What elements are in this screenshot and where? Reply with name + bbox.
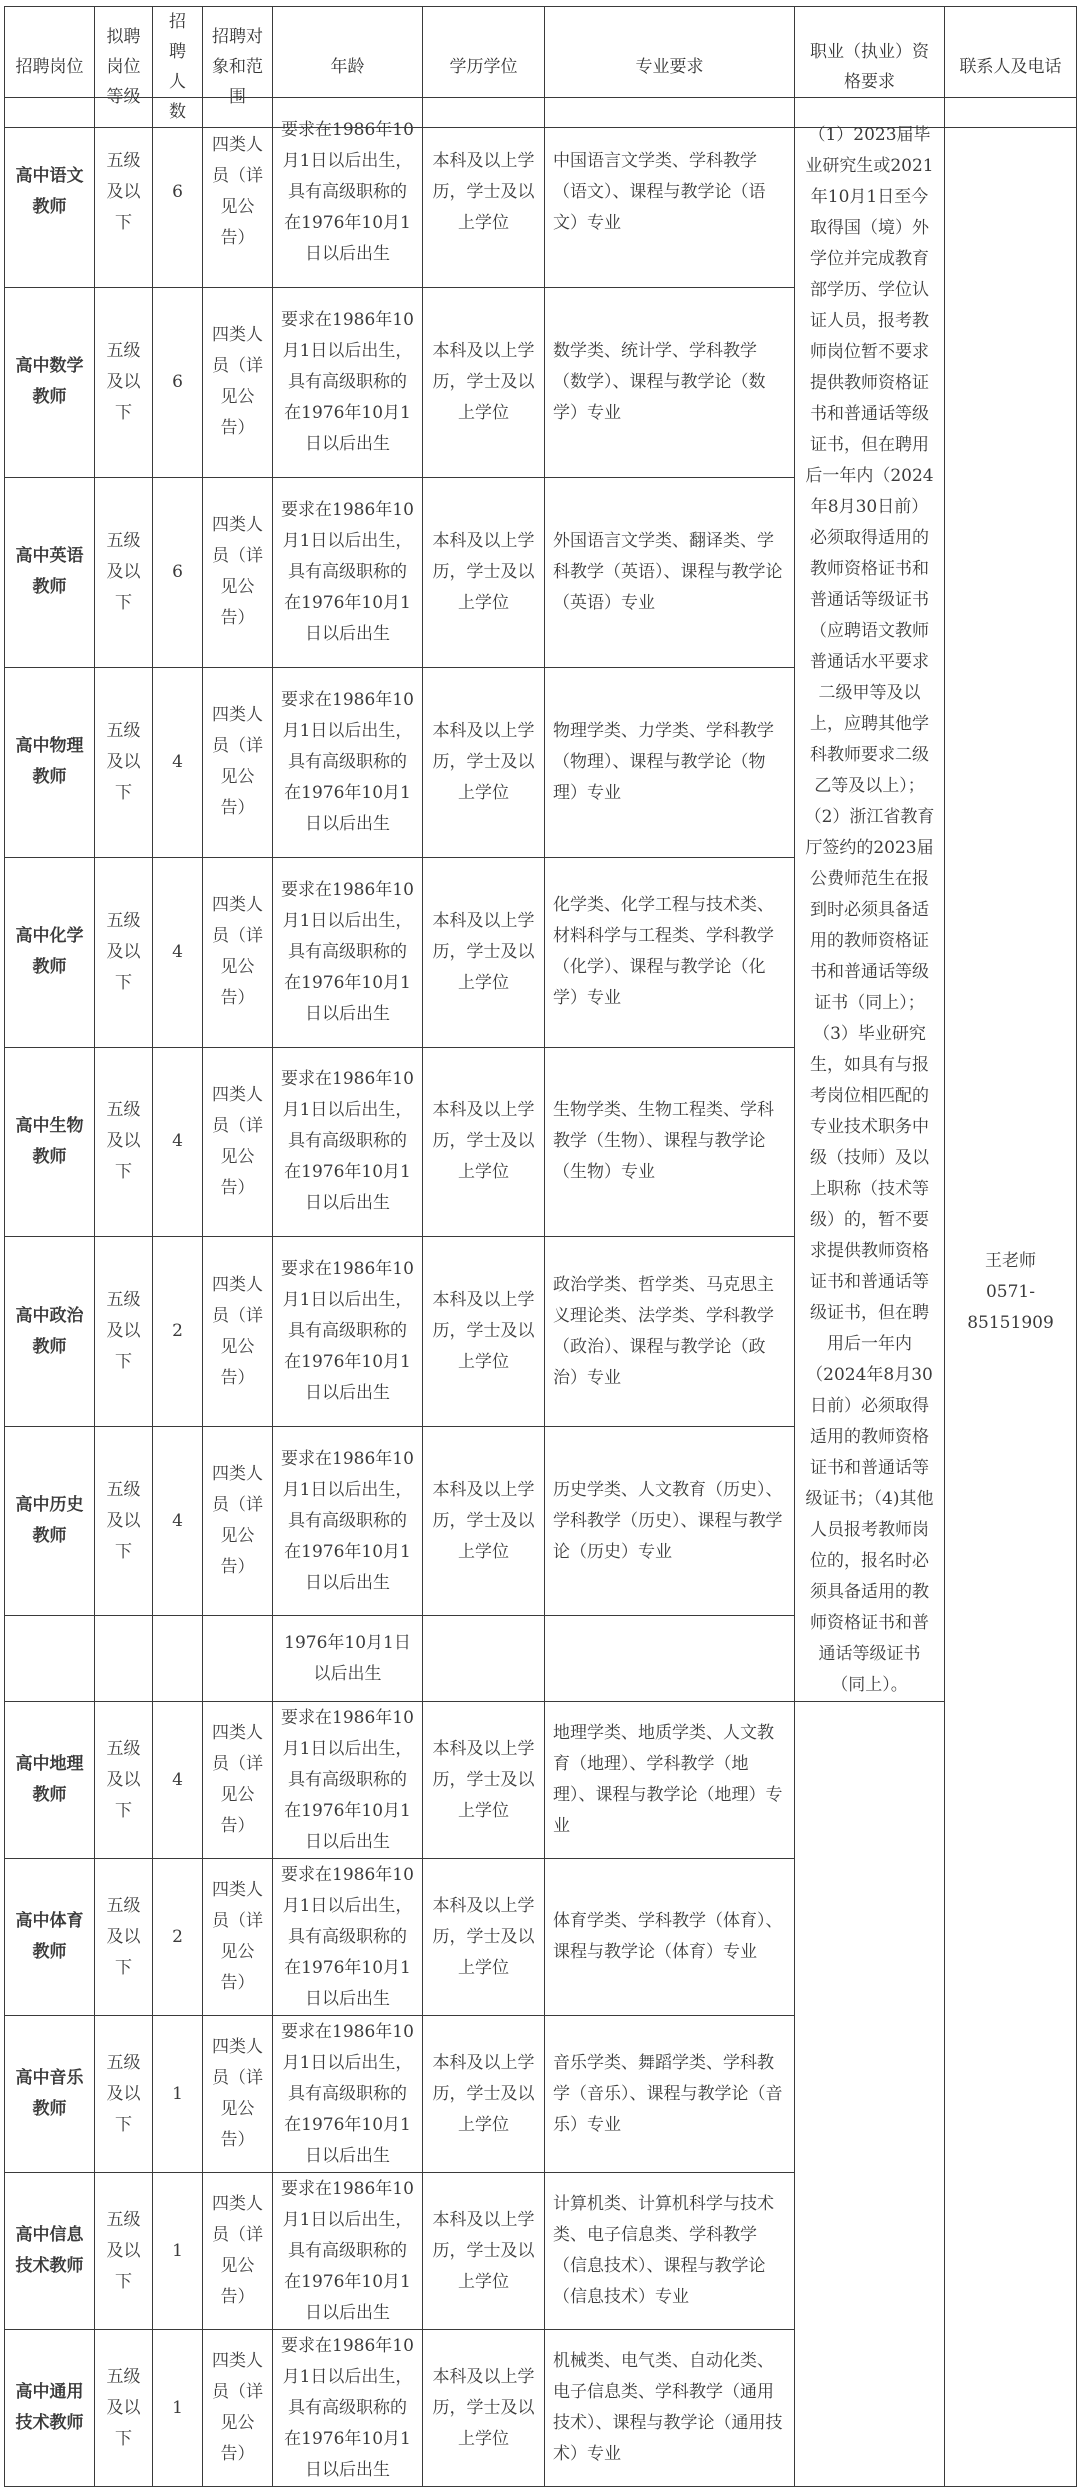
position-cell: 高中信息技术教师 bbox=[5, 2173, 95, 2330]
count-cell: 6 bbox=[153, 98, 203, 288]
qualification-cell-empty bbox=[795, 1702, 945, 2487]
empty-cell bbox=[545, 1616, 795, 1702]
level-cell: 五级及以下 bbox=[95, 1237, 153, 1427]
level-cell: 五级及以下 bbox=[95, 857, 153, 1047]
count-cell: 4 bbox=[153, 1427, 203, 1616]
age-cell: 要求在1986年10月1日以后出生，具有高级职称的在1976年10月1日以后出生 bbox=[273, 1702, 423, 1859]
age-cell: 要求在1986年10月1日以后出生，具有高级职称的在1976年10月1日以后出生 bbox=[273, 98, 423, 288]
target-cell: 四类人员（详见公告） bbox=[203, 1427, 273, 1616]
position-cell: 高中地理教师 bbox=[5, 1702, 95, 1859]
target-cell: 四类人员（详见公告） bbox=[203, 98, 273, 288]
education-cell: 本科及以上学历，学士及以上学位 bbox=[423, 1859, 545, 2016]
position-cell: 高中语文教师 bbox=[5, 98, 95, 288]
count-cell: 2 bbox=[153, 1237, 203, 1427]
major-cell: 数学类、统计学、学科教学（数学）、课程与教学论（数学）专业 bbox=[545, 287, 795, 477]
major-cell: 音乐学类、舞蹈学类、学科教学（音乐）、课程与教学论（音乐）专业 bbox=[545, 2016, 795, 2173]
level-cell: 五级及以下 bbox=[95, 1047, 153, 1237]
target-cell: 四类人员（详见公告） bbox=[203, 1859, 273, 2016]
age-cell: 要求在1986年10月1日以后出生，具有高级职称的在1976年10月1日以后出生 bbox=[273, 2173, 423, 2330]
count-cell: 4 bbox=[153, 857, 203, 1047]
education-cell: 本科及以上学历，学士及以上学位 bbox=[423, 667, 545, 857]
major-cell: 历史学类、人文教育（历史）、学科教学（历史）、课程与教学论（历史）专业 bbox=[545, 1427, 795, 1616]
level-cell: 五级及以下 bbox=[95, 98, 153, 288]
count-cell: 4 bbox=[153, 1702, 203, 1859]
position-cell: 高中化学教师 bbox=[5, 857, 95, 1047]
education-cell: 本科及以上学历，学士及以上学位 bbox=[423, 1702, 545, 1859]
contact-cell bbox=[945, 98, 1077, 2487]
count-cell: 1 bbox=[153, 2173, 203, 2330]
position-cell: 高中通用技术教师 bbox=[5, 2330, 95, 2487]
level-cell: 五级及以下 bbox=[95, 2016, 153, 2173]
education-cell: 本科及以上学历，学士及以上学位 bbox=[423, 287, 545, 477]
target-cell: 四类人员（详见公告） bbox=[203, 1237, 273, 1427]
age-cell: 要求在1986年10月1日以后出生，具有高级职称的在1976年10月1日以后出生 bbox=[273, 1859, 423, 2016]
recruitment-table bbox=[4, 97, 1077, 2487]
age-cell: 要求在1986年10月1日以后出生，具有高级职称的在1976年10月1日以后出生 bbox=[273, 1237, 423, 1427]
education-cell: 本科及以上学历，学士及以上学位 bbox=[423, 98, 545, 288]
major-cell: 生物学类、生物工程类、学科教学（生物）、课程与教学论（生物）专业 bbox=[545, 1047, 795, 1237]
header-target: 招聘对象和范围 bbox=[203, 7, 273, 128]
empty-cell bbox=[203, 1616, 273, 1702]
header-education: 学历学位 bbox=[423, 7, 545, 128]
age-cell: 要求在1986年10月1日以后出生，具有高级职称的在1976年10月1日以后出生 bbox=[273, 2330, 423, 2487]
header-age: 年龄 bbox=[273, 7, 423, 128]
education-cell: 本科及以上学历，学士及以上学位 bbox=[423, 857, 545, 1047]
age-cell: 要求在1986年10月1日以后出生，具有高级职称的在1976年10月1日以后出生 bbox=[273, 477, 423, 667]
major-cell: 机械类、电气类、自动化类、电子信息类、学科教学（通用技术）、课程与教学论（通用技术）专业 bbox=[545, 2330, 795, 2487]
position-cell: 高中生物教师 bbox=[5, 1047, 95, 1237]
qualification-cell: （1）2023届毕业研究生或2021年10月1日至今取得国（境）外学位并完成教育部学历、学位认证人员，报考教师岗位暂不要求提供教师资格证书和普通话等级证书，但在聘用后一年内（2024年8月30日前）必须取得适用的教师资格证书和普通话等级证书（应聘语文教师普通话水平要求二级甲等及以上，应聘其他学科教师要求二级乙等及以上）；（2）浙江省教育厅签约的2023届公费师范生在报到时必须具备适用的教师资格证书和普通话等级证书（同上）；（3）毕业研究生，如具有与报考岗位相匹配的专业技术职务中级（技师）及以上职称（技术等级）的，暂不要求提供教师资格证书和普通话等级证书，但在聘用后一年内（2024年8月30日前）必须取得适用的教师资格证书和普通话等级证书；（4)其他人员报考教师岗位的，报名时必须具备适用的教师资格证书和普通话等级证书（同上）。 bbox=[795, 98, 945, 1702]
education-cell: 本科及以上学历，学士及以上学位 bbox=[423, 1047, 545, 1237]
target-cell: 四类人员（详见公告） bbox=[203, 2173, 273, 2330]
empty-cell bbox=[153, 1616, 203, 1702]
level-cell: 五级及以下 bbox=[95, 2173, 153, 2330]
target-cell: 四类人员（详见公告） bbox=[203, 1702, 273, 1859]
empty-cell bbox=[95, 1616, 153, 1702]
level-cell: 五级及以下 bbox=[95, 2330, 153, 2487]
header-level: 拟聘岗位等级 bbox=[95, 7, 153, 128]
level-cell: 五级及以下 bbox=[95, 1427, 153, 1616]
count-cell: 1 bbox=[153, 2016, 203, 2173]
position-cell: 高中数学教师 bbox=[5, 287, 95, 477]
age-cell: 要求在1986年10月1日以后出生，具有高级职称的在1976年10月1日以后出生 bbox=[273, 667, 423, 857]
position-cell: 高中物理教师 bbox=[5, 667, 95, 857]
age-cell: 要求在1986年10月1日以后出生，具有高级职称的在1976年10月1日以后出生 bbox=[273, 1047, 423, 1237]
education-cell: 本科及以上学历，学士及以上学位 bbox=[423, 2016, 545, 2173]
age-cell-continued: 1976年10月1日以后出生 bbox=[273, 1616, 423, 1702]
target-cell: 四类人员（详见公告） bbox=[203, 667, 273, 857]
major-cell: 化学类、化学工程与技术类、材料科学与工程类、学科教学（化学）、课程与教学论（化学）专业 bbox=[545, 857, 795, 1047]
count-cell: 6 bbox=[153, 287, 203, 477]
major-cell: 外国语言文学类、翻译类、学科教学（英语）、课程与教学论（英语）专业 bbox=[545, 477, 795, 667]
age-cell: 要求在1986年10月1日以后出生，具有高级职称的在1976年10月1日以后出生 bbox=[273, 2016, 423, 2173]
empty-cell bbox=[5, 1616, 95, 1702]
age-cell: 要求在1986年10月1日以后出生，具有高级职称的在1976年10月1日以后出生 bbox=[273, 287, 423, 477]
target-cell: 四类人员（详见公告） bbox=[203, 287, 273, 477]
table-row bbox=[5, 98, 1077, 288]
level-cell: 五级及以下 bbox=[95, 1859, 153, 2016]
level-cell: 五级及以下 bbox=[95, 1702, 153, 1859]
count-cell: 4 bbox=[153, 667, 203, 857]
education-cell: 本科及以上学历，学士及以上学位 bbox=[423, 2330, 545, 2487]
table-row bbox=[5, 1702, 1077, 1859]
major-cell: 中国语言文学类、学科教学（语文）、课程与教学论（语文）专业 bbox=[545, 98, 795, 288]
contact-phone: 0571-85151909 bbox=[967, 1281, 1054, 1333]
count-cell: 6 bbox=[153, 477, 203, 667]
target-cell: 四类人员（详见公告） bbox=[203, 857, 273, 1047]
count-cell: 2 bbox=[153, 1859, 203, 2016]
contact-name: 王老师 bbox=[985, 1250, 1036, 1271]
target-cell: 四类人员（详见公告） bbox=[203, 2330, 273, 2487]
level-cell: 五级及以下 bbox=[95, 667, 153, 857]
target-cell: 四类人员（详见公告） bbox=[203, 1047, 273, 1237]
level-cell: 五级及以下 bbox=[95, 287, 153, 477]
count-cell: 4 bbox=[153, 1047, 203, 1237]
header-position: 招聘岗位 bbox=[5, 7, 95, 128]
header-qualification: 职业（执业）资格要求 bbox=[795, 7, 945, 128]
education-cell: 本科及以上学历，学士及以上学位 bbox=[423, 1237, 545, 1427]
header-major: 专业要求 bbox=[545, 7, 795, 128]
target-cell: 四类人员（详见公告） bbox=[203, 477, 273, 667]
position-cell: 高中音乐教师 bbox=[5, 2016, 95, 2173]
education-cell: 本科及以上学历，学士及以上学位 bbox=[423, 2173, 545, 2330]
education-cell: 本科及以上学历，学士及以上学位 bbox=[423, 1427, 545, 1616]
count-cell: 1 bbox=[153, 2330, 203, 2487]
major-cell: 体育学类、学科教学（体育）、课程与教学论（体育）专业 bbox=[545, 1859, 795, 2016]
major-cell: 计算机类、计算机科学与技术类、电子信息类、学科教学（信息技术）、课程与教学论（信息技术）专业 bbox=[545, 2173, 795, 2330]
age-cell: 要求在1986年10月1日以后出生，具有高级职称的在1976年10月1日以后出生 bbox=[273, 1427, 423, 1616]
major-cell: 物理学类、力学类、学科教学（物理）、课程与教学论（物理）专业 bbox=[545, 667, 795, 857]
header-contact: 联系人及电话 bbox=[945, 7, 1077, 128]
major-cell: 政治学类、哲学类、马克思主义理论类、法学类、学科教学（政治）、课程与教学论（政治）专业 bbox=[545, 1237, 795, 1427]
position-cell: 高中历史教师 bbox=[5, 1427, 95, 1616]
target-cell: 四类人员（详见公告） bbox=[203, 2016, 273, 2173]
position-cell: 高中政治教师 bbox=[5, 1237, 95, 1427]
major-cell: 地理学类、地质学类、人文教育（地理）、学科教学（地理）、课程与教学论（地理）专业 bbox=[545, 1702, 795, 1859]
age-cell: 要求在1986年10月1日以后出生，具有高级职称的在1976年10月1日以后出生 bbox=[273, 857, 423, 1047]
level-cell: 五级及以下 bbox=[95, 477, 153, 667]
education-cell: 本科及以上学历，学士及以上学位 bbox=[423, 477, 545, 667]
position-cell: 高中英语教师 bbox=[5, 477, 95, 667]
position-cell: 高中体育教师 bbox=[5, 1859, 95, 2016]
empty-cell bbox=[423, 1616, 545, 1702]
header-count: 招聘人数 bbox=[153, 7, 203, 128]
